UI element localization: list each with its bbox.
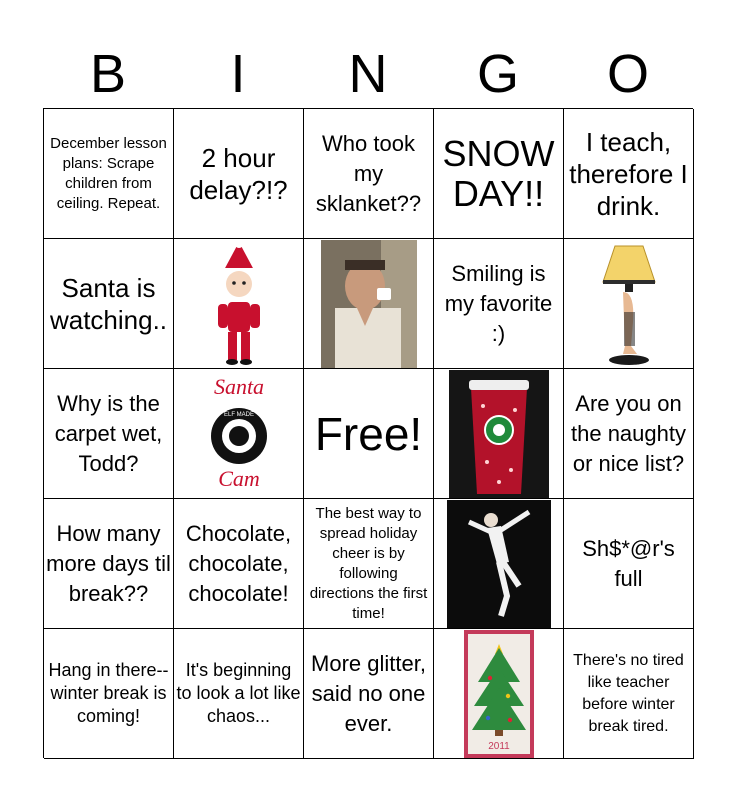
dancer-image [447,500,551,628]
movie-still-image [321,240,417,368]
bingo-header [43,40,693,108]
bingo-cell[interactable] [434,369,564,499]
leg-lamp-image [601,242,657,366]
header-letter-o: O [606,44,649,104]
bingo-cell[interactable] [434,499,564,629]
free-space-text: Free! [314,407,423,460]
bingo-cell[interactable] [44,109,174,239]
tree-year-text: 2011 [487,740,510,752]
bingo-cell[interactable] [174,239,304,369]
bingo-cell[interactable] [434,629,564,759]
bingo-cell[interactable] [434,109,564,239]
header-letter-b: B [89,44,127,104]
bingo-cell[interactable] [304,629,434,759]
cell-text: Who took my sklanket?? [315,130,422,216]
bingo-cell[interactable] [174,629,304,759]
cell-text: There's no tired like teacher before winter break tired. [573,651,684,735]
bingo-cell[interactable] [44,629,174,759]
santa-cam-top-text: Santa [213,373,264,399]
cell-text: The best way to spread holiday cheer is by following directions the first time! [309,504,428,622]
cell-text: December lesson plans: Scrape children from ceiling. Repeat. [50,134,167,212]
bingo-cell[interactable] [174,499,304,629]
santa-cam-bottom-text: Cam [217,465,260,491]
bingo-cell[interactable] [174,369,304,499]
cell-text: Are you on the naughty or nice list? [571,390,686,476]
cell-text: SNOW DAY!! [442,132,555,214]
header-letter-g: G [476,44,519,104]
cell-text: More glitter, said no one ever. [311,650,426,736]
elf-on-shelf-image [204,240,274,368]
bingo-cell[interactable] [304,109,434,239]
bingo-cell[interactable] [44,369,174,499]
bingo-cell[interactable] [564,109,694,239]
bingo-cell[interactable] [304,499,434,629]
santa-cam-ring-text: ELF MADE [223,411,254,418]
bingo-cell[interactable] [174,109,304,239]
bingo-cell[interactable] [304,369,434,499]
starbucks-cup-image [449,370,549,498]
cell-text: Santa is watching.. [49,272,168,335]
bingo-card [43,108,693,758]
cell-text: Why is the carpet wet, Todd? [54,390,163,476]
santa-cam-logo [193,372,285,496]
cell-text: Chocolate, chocolate, chocolate! [185,520,292,606]
bingo-cell[interactable] [564,629,694,759]
header-letter-n: N [348,44,388,104]
cell-text: Hang in there--winter break is coming! [48,660,169,726]
bingo-cell[interactable] [564,499,694,629]
bingo-cell[interactable] [44,239,174,369]
handprint-tree-image [464,630,534,758]
cell-text: I teach, therefore I drink. [569,126,688,221]
bingo-cell[interactable] [434,239,564,369]
cell-text: It's beginning to look a lot like chaos... [176,660,301,726]
cell-text: Sh$*@r's full [582,535,675,591]
bingo-cell[interactable] [304,239,434,369]
cell-text: 2 hour delay?!? [189,142,288,205]
bingo-cell[interactable] [44,499,174,629]
bingo-cell[interactable] [564,239,694,369]
cell-text: Smiling is my favorite :) [444,260,553,346]
header-letter-i: I [230,44,246,104]
bingo-cell[interactable] [564,369,694,499]
cell-text: How many more days til break?? [46,520,171,606]
